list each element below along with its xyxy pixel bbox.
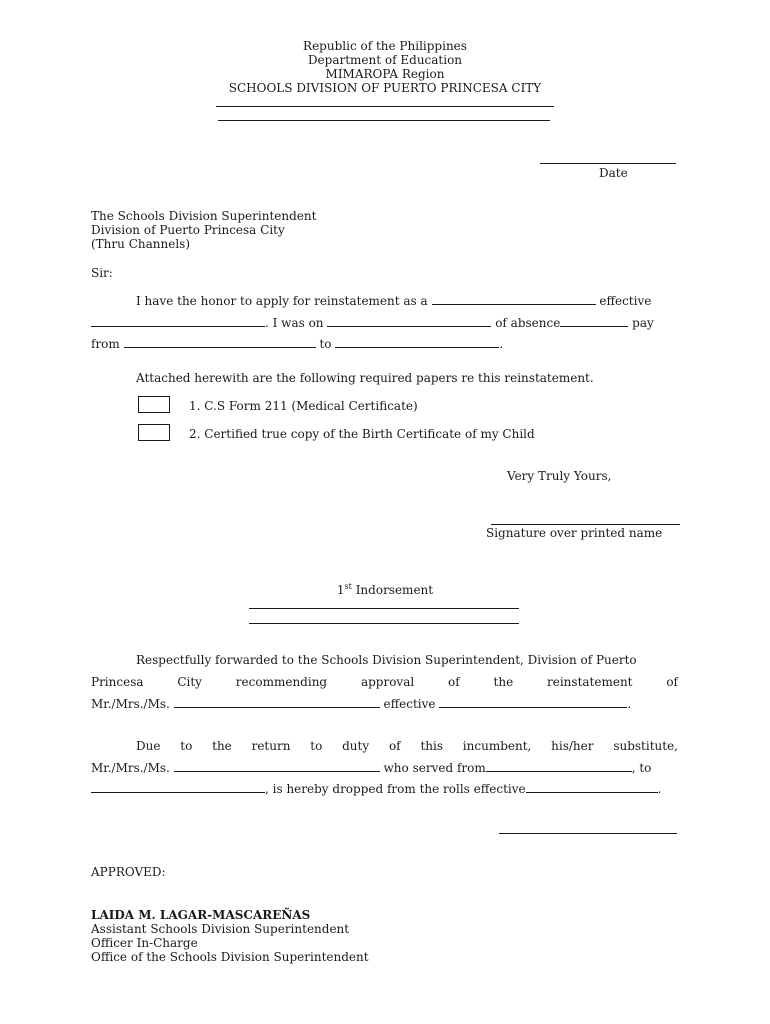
body-text: Mr./Mrs./Ms. bbox=[91, 761, 170, 775]
justified-word: incumbent, bbox=[462, 739, 532, 753]
date-blank[interactable] bbox=[540, 163, 676, 164]
date-label: Date bbox=[599, 166, 628, 180]
indorsement-effective-blank[interactable] bbox=[439, 696, 627, 708]
pay-status-blank[interactable] bbox=[560, 315, 628, 327]
body-text: , to bbox=[631, 761, 652, 775]
body-text: Mr./Mrs./Ms. bbox=[91, 697, 170, 711]
addressee-line-2: Division of Puerto Princesa City bbox=[91, 223, 285, 237]
leave-type-blank[interactable] bbox=[327, 315, 491, 327]
body-text: pay bbox=[632, 316, 654, 330]
body-text: , is hereby dropped from the rolls effective bbox=[265, 782, 526, 796]
body-line-1 bbox=[136, 293, 651, 308]
justified-word: substitute, bbox=[613, 739, 678, 753]
checklist-item-1: 1. C.S Form 211 (Medical Certificate) bbox=[189, 399, 418, 413]
from-date-blank[interactable] bbox=[124, 336, 316, 348]
approved-label: APPROVED: bbox=[91, 865, 166, 879]
justified-word: City bbox=[177, 675, 202, 689]
body-text: of absence bbox=[495, 316, 561, 330]
justified-word: of bbox=[388, 739, 401, 753]
checklist-item-2: 2. Certified true copy of the Birth Certificate of my Child bbox=[189, 427, 535, 441]
checkbox-birth-certificate[interactable] bbox=[138, 424, 170, 441]
indorsement-superscript: st bbox=[344, 582, 352, 591]
addressee-line-3: (Thru Channels) bbox=[91, 237, 190, 251]
justified-word: the bbox=[212, 739, 232, 753]
justified-word: Princesa bbox=[91, 675, 144, 689]
body-line-2 bbox=[91, 315, 654, 330]
header-region: MIMAROPA Region bbox=[325, 67, 445, 81]
dropped-effective-blank[interactable] bbox=[526, 781, 658, 793]
body-line-3 bbox=[91, 336, 503, 351]
body-text: to bbox=[319, 337, 332, 351]
served-to-blank[interactable] bbox=[91, 781, 265, 793]
position-blank[interactable] bbox=[432, 293, 596, 305]
body-text: . I was on bbox=[265, 316, 324, 330]
body-text: . bbox=[657, 782, 662, 796]
indorsement-rule-1 bbox=[249, 608, 519, 609]
header-republic: Republic of the Philippines bbox=[303, 39, 467, 53]
justified-word: Due bbox=[136, 739, 161, 753]
justified-word: recommending bbox=[235, 675, 328, 689]
body-text: I have the honor to apply for reinstatement as a bbox=[136, 294, 428, 308]
checkbox-medical-certificate[interactable] bbox=[138, 396, 170, 413]
body-text: who served from bbox=[383, 761, 486, 775]
body-text: . bbox=[627, 697, 632, 711]
header-rule-2 bbox=[218, 120, 550, 121]
addressee-line-1: The Schools Division Superintendent bbox=[91, 209, 317, 223]
justified-word: duty bbox=[342, 739, 370, 753]
indorsement-p2-line-2 bbox=[91, 760, 651, 775]
justified-word: this bbox=[420, 739, 443, 753]
body-text: . bbox=[499, 337, 504, 351]
approver-title-2: Officer In-Charge bbox=[91, 936, 198, 950]
header-department: Department of Education bbox=[307, 53, 463, 67]
indorser-signature-blank[interactable] bbox=[499, 833, 677, 834]
salutation: Sir: bbox=[91, 266, 113, 280]
body-text: from bbox=[91, 337, 120, 351]
indorsement-label: Indorsement bbox=[355, 583, 434, 597]
incumbent-name-blank[interactable] bbox=[174, 696, 380, 708]
indorsement-title bbox=[0, 583, 770, 597]
approver-name: LAIDA M. LAGAR-MASCAREÑAS bbox=[91, 908, 311, 922]
header-division: SCHOOLS DIVISION OF PUERTO PRINCESA CITY bbox=[228, 81, 542, 95]
justified-word: to bbox=[310, 739, 323, 753]
body-text: effective bbox=[599, 294, 652, 308]
justified-word: approval bbox=[360, 675, 415, 689]
justified-word: return bbox=[251, 739, 291, 753]
approver-title-1: Assistant Schools Division Superintendent bbox=[91, 922, 350, 936]
indorsement-number: 1 bbox=[336, 583, 345, 597]
justified-word: reinstatement bbox=[547, 675, 633, 689]
justified-word: his/her bbox=[551, 739, 594, 753]
attached-text: Attached herewith are the following required papers re this reinstatement. bbox=[136, 371, 594, 385]
indorsement-p1-line-3 bbox=[91, 696, 631, 711]
justified-word: of bbox=[666, 675, 678, 689]
effective-date-blank[interactable] bbox=[91, 315, 265, 327]
body-text: effective bbox=[383, 697, 436, 711]
closing: Very Truly Yours, bbox=[507, 469, 612, 483]
served-from-blank[interactable] bbox=[486, 760, 632, 772]
indorsement-p2-line-3 bbox=[91, 781, 661, 796]
indorsement-p1-line-2 bbox=[91, 675, 678, 689]
indorsement-p1-line-1: Respectfully forwarded to the Schools Division Superintendent, Division of Puerto bbox=[136, 653, 637, 667]
indorsement-rule-2 bbox=[249, 623, 519, 624]
justified-word: the bbox=[493, 675, 514, 689]
to-date-blank[interactable] bbox=[335, 336, 499, 348]
justified-word: of bbox=[448, 675, 460, 689]
signature-label: Signature over printed name bbox=[486, 526, 663, 540]
signature-blank[interactable] bbox=[491, 524, 680, 525]
justified-word: to bbox=[180, 739, 193, 753]
substitute-name-blank[interactable] bbox=[174, 760, 380, 772]
indorsement-p2-line-1 bbox=[136, 739, 678, 753]
header-rule-1 bbox=[216, 106, 554, 107]
approver-title-3: Office of the Schools Division Superintendent bbox=[91, 950, 369, 964]
